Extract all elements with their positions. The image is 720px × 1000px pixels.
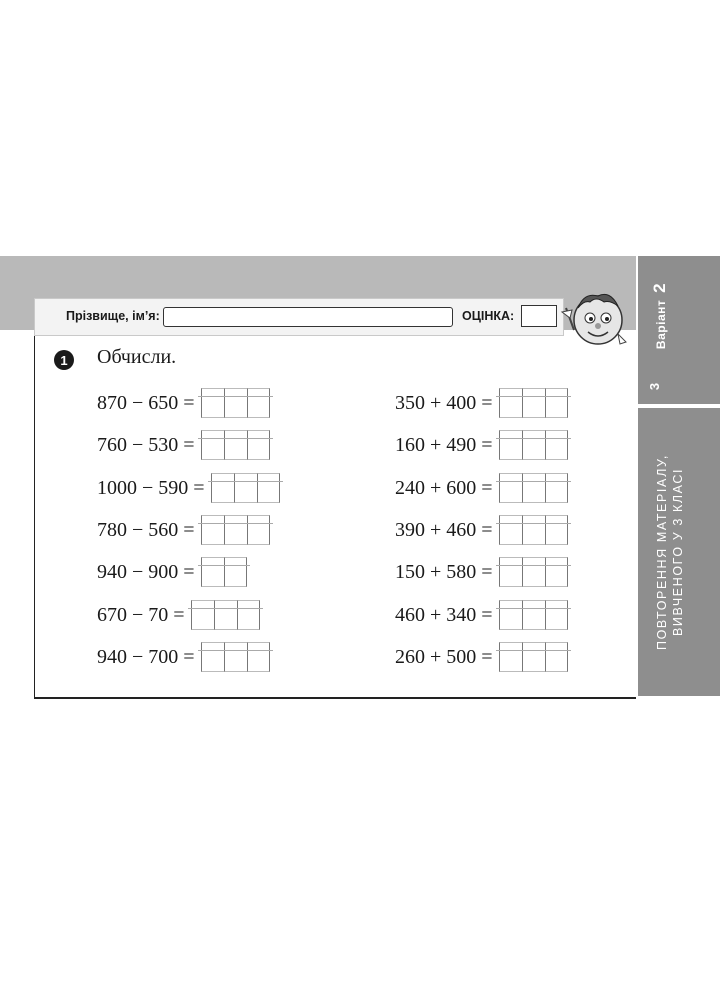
answer-digit-cell[interactable]: [214, 600, 237, 630]
answer-digit-cell[interactable]: [224, 388, 247, 418]
name-label: Прізвище, ім’я:: [66, 309, 160, 323]
answer-boxes[interactable]: [201, 430, 270, 460]
answer-digit-cell[interactable]: [201, 557, 224, 587]
task-number-badge: 1: [54, 350, 74, 370]
equation-row-left-3: [97, 473, 280, 503]
answer-digit-cell[interactable]: [499, 557, 522, 587]
equation-expression: 260 + 500 =: [395, 645, 493, 668]
answer-boxes[interactable]: [499, 600, 568, 630]
equation-row-left-2: [97, 430, 270, 460]
answer-digit-cell[interactable]: [522, 600, 545, 630]
equation-expression: 670 − 70 =: [97, 603, 185, 626]
name-field[interactable]: [163, 307, 453, 327]
equation-expression: 460 + 340 =: [395, 603, 493, 626]
equation-expression: 150 + 580 =: [395, 560, 493, 583]
answer-digit-cell[interactable]: [257, 473, 280, 503]
equation-row-right-5: [395, 557, 568, 587]
equation-row-right-7: [395, 642, 568, 672]
equation-row-right-6: [395, 600, 568, 630]
answer-boxes[interactable]: [499, 557, 568, 587]
answer-boxes[interactable]: [201, 557, 247, 587]
equation-row-right-1: [395, 388, 568, 418]
grade-label: ОЦІНКА:: [462, 309, 515, 323]
answer-digit-cell[interactable]: [545, 388, 568, 418]
answer-digit-cell[interactable]: [224, 515, 247, 545]
answer-digit-cell[interactable]: [545, 642, 568, 672]
answer-digit-cell[interactable]: [499, 430, 522, 460]
answer-boxes[interactable]: [499, 430, 568, 460]
answer-digit-cell[interactable]: [191, 600, 214, 630]
answer-boxes[interactable]: [211, 473, 280, 503]
equation-row-left-1: [97, 388, 270, 418]
answer-digit-cell[interactable]: [234, 473, 257, 503]
page-number: [640, 372, 670, 400]
answer-digit-cell[interactable]: [545, 515, 568, 545]
answer-digit-cell[interactable]: [247, 430, 270, 460]
answer-boxes[interactable]: [499, 388, 568, 418]
answer-boxes[interactable]: [201, 642, 270, 672]
answer-digit-cell[interactable]: [499, 515, 522, 545]
answer-digit-cell[interactable]: [522, 515, 545, 545]
answer-digit-cell[interactable]: [201, 388, 224, 418]
answer-digit-cell[interactable]: [545, 473, 568, 503]
task-title: Обчисли.: [97, 346, 177, 368]
equation-row-left-4: [97, 515, 270, 545]
answer-digit-cell[interactable]: [545, 600, 568, 630]
frame-left-border: [34, 336, 35, 698]
equation-expression: 760 − 530 =: [97, 433, 195, 456]
equation-row-right-4: [395, 515, 568, 545]
equation-row-left-7: [97, 642, 270, 672]
equation-row-right-2: [395, 430, 568, 460]
answer-digit-cell[interactable]: [224, 430, 247, 460]
answer-digit-cell[interactable]: [237, 600, 260, 630]
equation-expression: 390 + 460 =: [395, 518, 493, 541]
answer-digit-cell[interactable]: [522, 473, 545, 503]
grade-field[interactable]: [521, 305, 557, 327]
answer-digit-cell[interactable]: [201, 642, 224, 672]
answer-digit-cell[interactable]: [247, 515, 270, 545]
answer-boxes[interactable]: [499, 473, 568, 503]
variant-number: 2: [650, 282, 669, 293]
answer-digit-cell[interactable]: [522, 388, 545, 418]
equation-expression: 940 − 700 =: [97, 645, 195, 668]
answer-digit-cell[interactable]: [499, 600, 522, 630]
equation-row-left-5: [97, 557, 247, 587]
answer-digit-cell[interactable]: [499, 473, 522, 503]
answer-boxes[interactable]: [201, 388, 270, 418]
answer-boxes[interactable]: [191, 600, 260, 630]
equation-expression: 350 + 400 =: [395, 391, 493, 414]
answer-digit-cell[interactable]: [545, 430, 568, 460]
equation-row-left-6: [97, 600, 260, 630]
frame-bottom-border: [34, 697, 636, 699]
answer-digit-cell[interactable]: [201, 430, 224, 460]
answer-digit-cell[interactable]: [224, 557, 247, 587]
answer-boxes[interactable]: [499, 515, 568, 545]
topic-line-1: ПОВТОРЕННЯ МАТЕРІАЛУ,: [655, 454, 669, 650]
answer-digit-cell[interactable]: [211, 473, 234, 503]
answer-digit-cell[interactable]: [247, 388, 270, 418]
answer-digit-cell[interactable]: [247, 642, 270, 672]
page-number-text: 3: [647, 382, 663, 390]
answer-digit-cell[interactable]: [522, 430, 545, 460]
variant-label: Варіант: [654, 299, 668, 350]
answer-digit-cell[interactable]: [201, 515, 224, 545]
cartoon-boy-mascot-icon: [560, 288, 634, 352]
equation-expression: 160 + 490 =: [395, 433, 493, 456]
answer-digit-cell[interactable]: [499, 388, 522, 418]
answer-digit-cell[interactable]: [522, 557, 545, 587]
equation-expression: 940 − 900 =: [97, 560, 195, 583]
equation-expression: 1000 − 590 =: [97, 476, 205, 499]
equation-expression: 240 + 600 =: [395, 476, 493, 499]
answer-digit-cell[interactable]: [522, 642, 545, 672]
topic-line-2: ВИВЧЕНОГО У 3 КЛАСІ: [671, 467, 685, 637]
answer-digit-cell[interactable]: [545, 557, 568, 587]
topic-title: [640, 408, 700, 696]
answer-boxes[interactable]: [499, 642, 568, 672]
answer-digit-cell[interactable]: [224, 642, 247, 672]
answer-boxes[interactable]: [201, 515, 270, 545]
variant-indicator: [640, 260, 680, 372]
answer-digit-cell[interactable]: [499, 642, 522, 672]
equation-row-right-3: [395, 473, 568, 503]
equation-expression: 780 − 560 =: [97, 518, 195, 541]
equation-expression: 870 − 650 =: [97, 391, 195, 414]
